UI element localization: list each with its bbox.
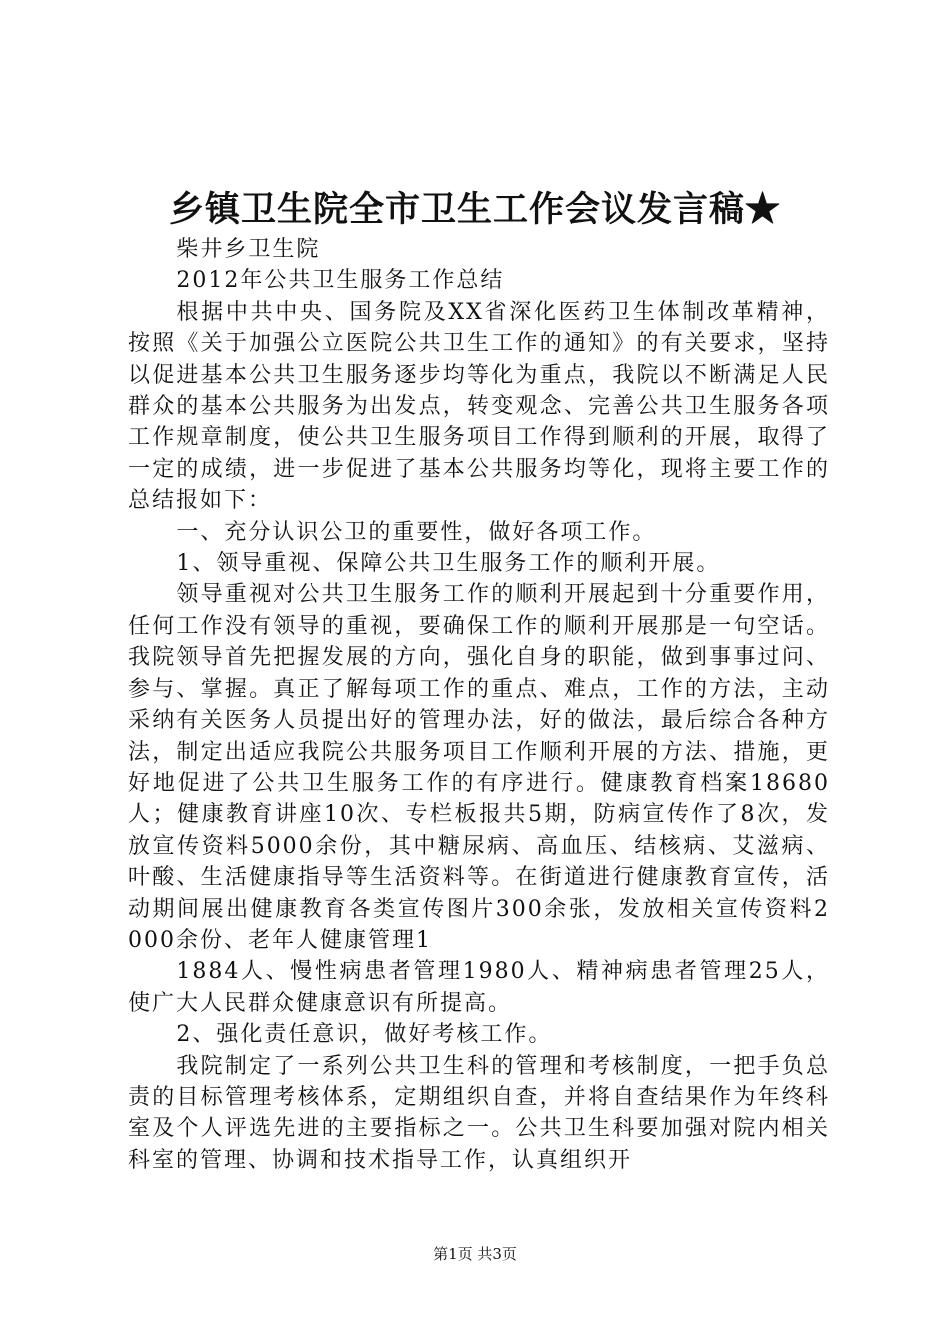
body-paragraph: 2012年公共卫生服务工作总结	[176, 268, 505, 294]
body-paragraph: 一、充分认识公卫的重要性，做好各项工作。	[176, 519, 657, 545]
document-title: 乡镇卫生院全市卫生工作会议发言稿★	[168, 189, 781, 230]
page-footer: 第1页 共3页	[433, 1245, 517, 1263]
body-paragraph: 领导重视对公共卫生服务工作的顺利开展起到十分重要作用，任何工作没有领导的重视，要确保工作的顺利开展那是一句空话。我院领导首先把握发展的方向，强化自身的职能，做到事事过问、参与、掌握。真正了解每项工作的重点、难点，工作的方法，主动采纳有关医务人员提出好的管理办法，好的做法，最后综合各种方法，制定出适应我院公共服务项目工作顺利开展的方法、措施，更好地促进了公共卫生服务工作的有序进行。健康教育档案18680人；健康教育讲座10次、专栏板报共5期，防病宣传作了8次，发放宣传资料5000余份，其中糖尿病、高血压、结核病、艾滋病、叶酸、生活健康指导等生活资料等。在街道进行健康教育宣传，活动期间展出健康教育各类宣传图片300余张，发放相关宣传资料2000余份、老年人健康管理1	[128, 582, 830, 953]
body-paragraph: 我院制定了一系列公共卫生科的管理和考核制度，一把手负总责的目标管理考核体系，定期组织自查，并将自查结果作为年终科室及个人评选先进的主要指标之一。公共卫生科要加强对院内相关科室的管理、协调和技术指导工作，认真组织开	[128, 1053, 830, 1173]
body-paragraph: 1884人、慢性病患者管理1980人、精神病患者管理25人，使广大人民群众健康意识有所提高。	[128, 959, 830, 1016]
body-paragraph: 柴井乡卫生院	[176, 237, 321, 262]
body-paragraph: 根据中共中央、国务院及XX省深化医药卫生体制改革精神，按照《关于加强公立医院公共卫生工作的通知》的有关要求，坚持以促进基本公共卫生服务逐步均等化为重点，我院以不断满足人民群众的基本公共服务为出发点，转变观念、完善公共卫生服务各项工作规章制度，使公共卫生服务项目工作得到顺利的开展，取得了一定的成绩，进一步促进了基本公共服务均等化，现将主要工作的总结报如下：	[128, 299, 830, 514]
body-paragraph: 1、领导重视、保障公共卫生服务工作的顺利开展。	[176, 551, 721, 577]
document-body	[128, 234, 830, 1176]
body-paragraph: 2、强化责任意识，做好考核工作。	[176, 1022, 553, 1048]
